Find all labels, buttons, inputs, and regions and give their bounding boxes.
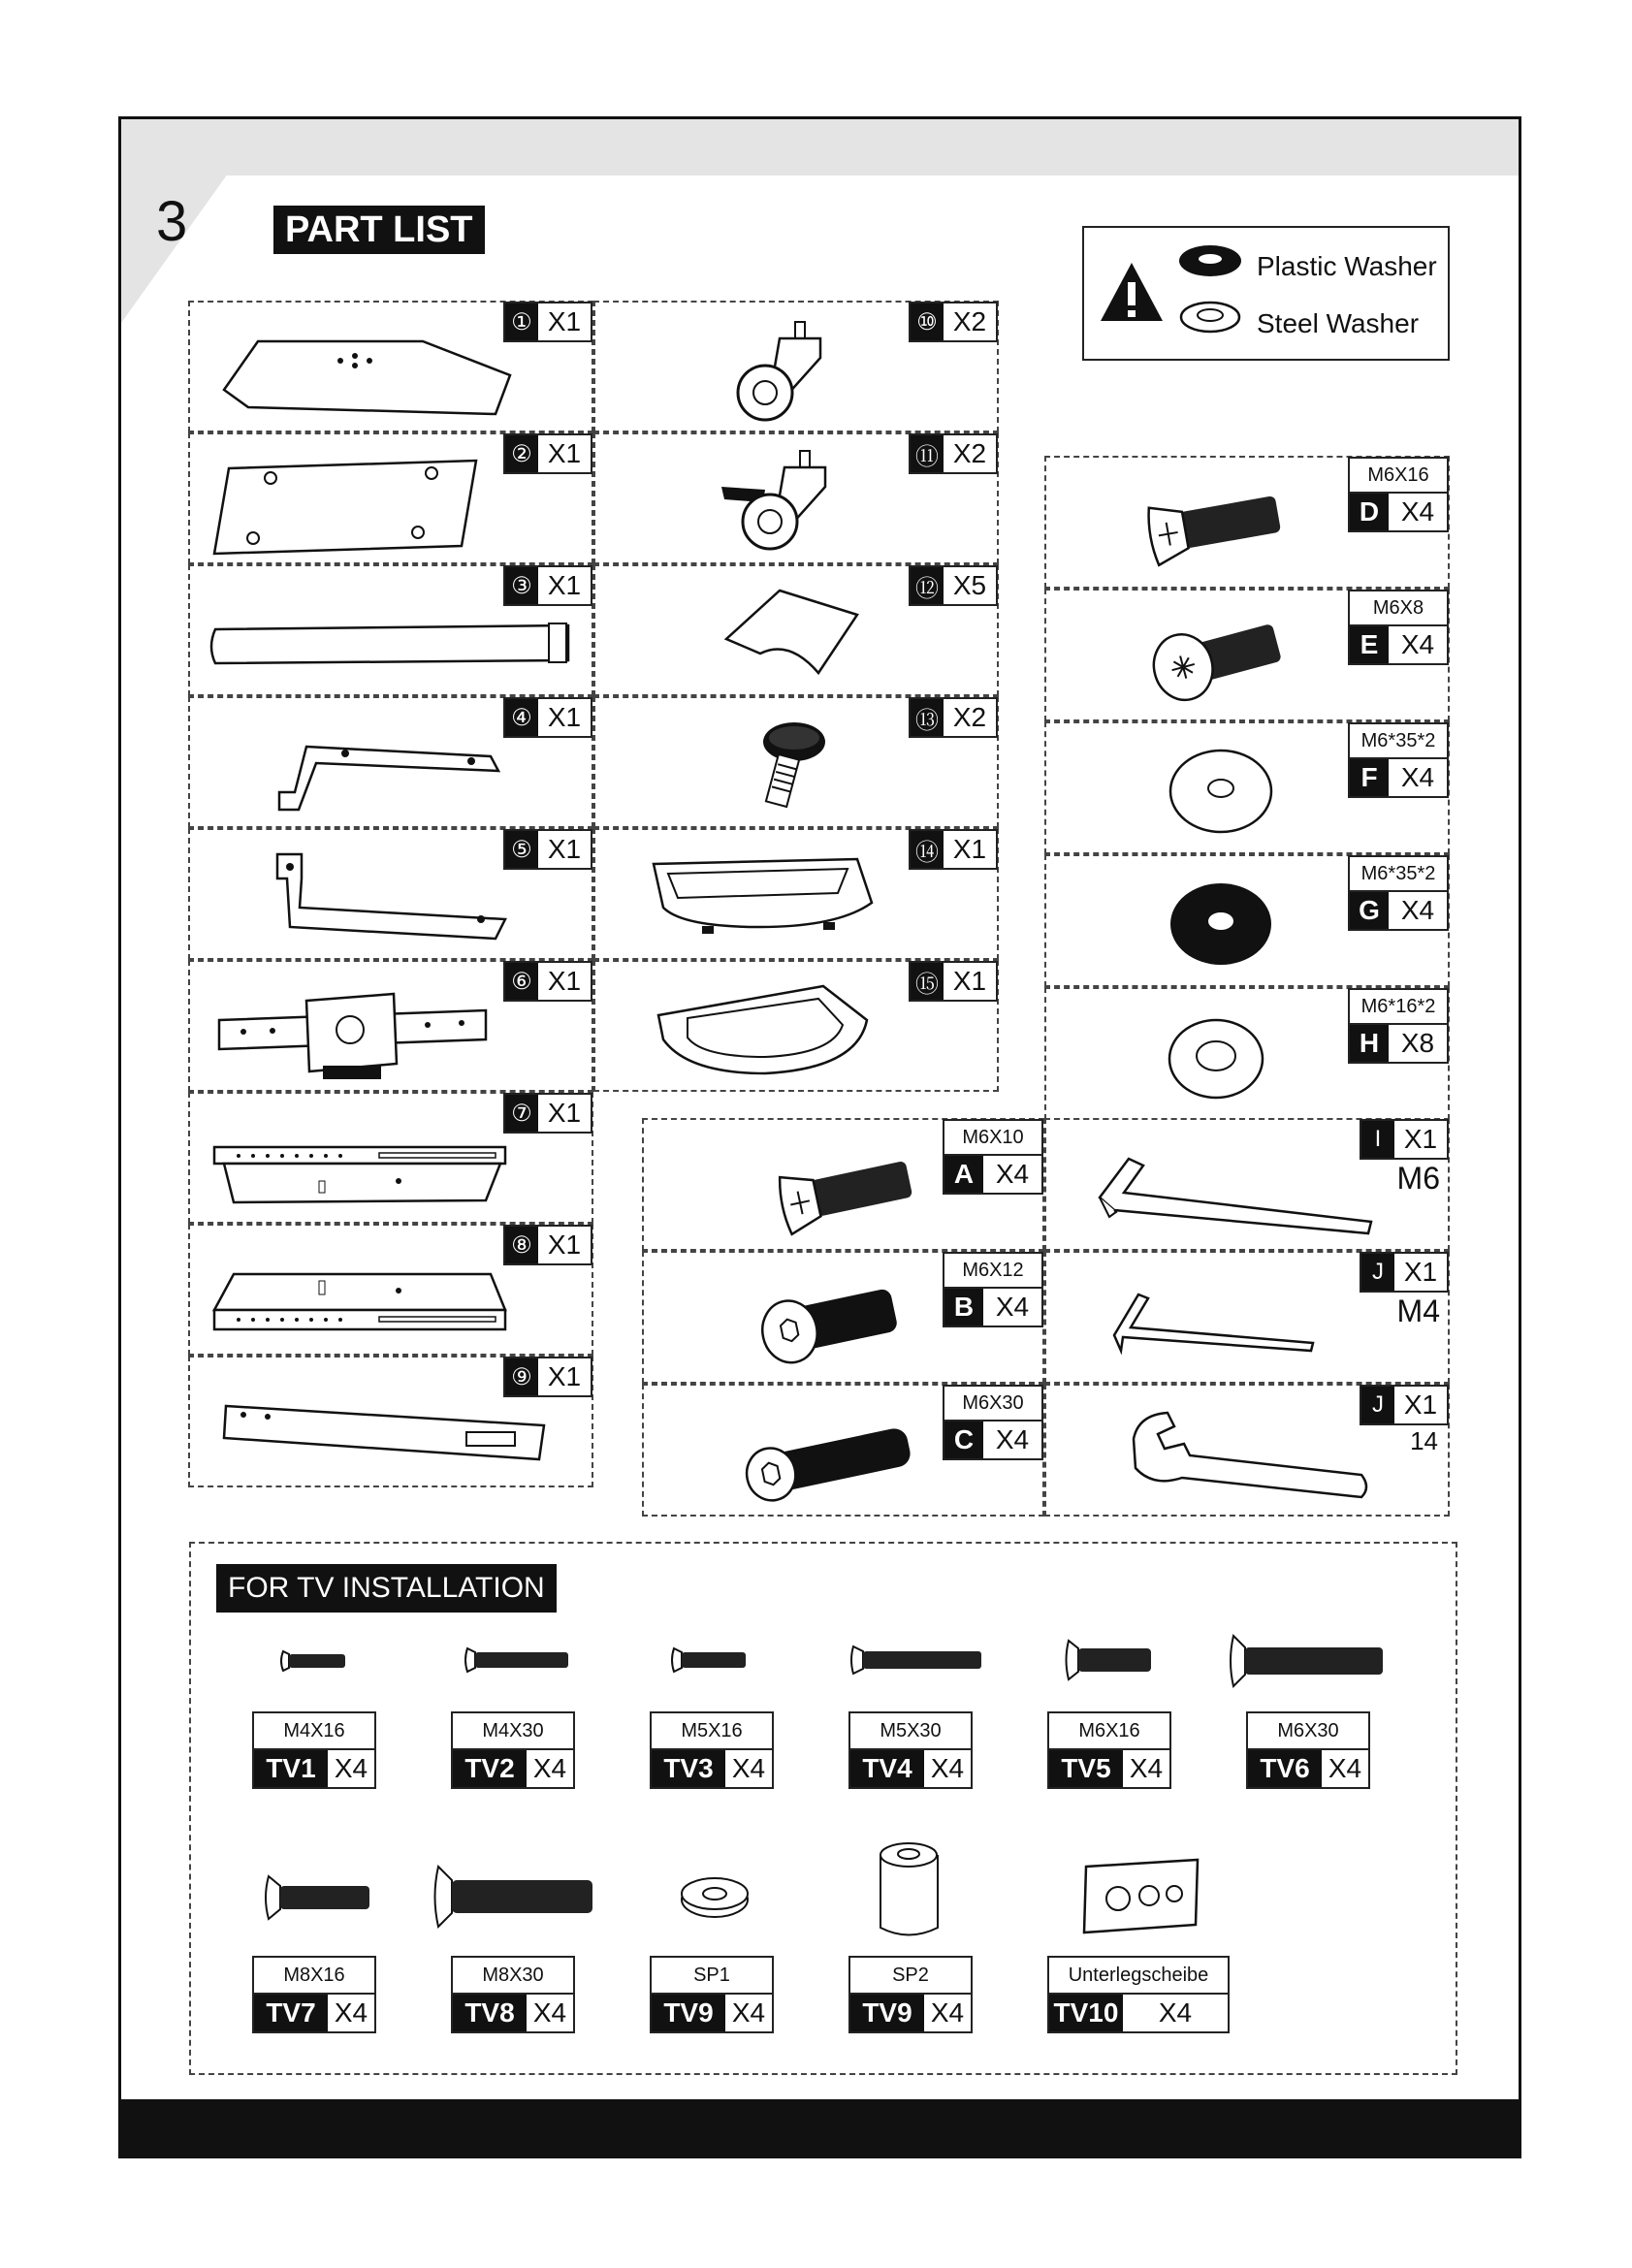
tv-screw-m8x30-icon — [436, 1863, 596, 1931]
hardware-label: M6X10 A X4 — [943, 1119, 1043, 1195]
part-qty-label: ⑩ X2 — [909, 302, 998, 342]
instruction-page — [118, 116, 1521, 2158]
tv-hardware-item-sp1: SP1 TV9 X4 — [650, 1956, 774, 2033]
header-band — [121, 119, 1519, 176]
tv-hardware-item-tv8: M8X30 TV8 X4 — [451, 1956, 575, 2033]
part-cell-9 — [188, 1356, 593, 1487]
tool-size-note: 14 — [1410, 1426, 1438, 1455]
page-corner — [121, 119, 267, 323]
part-qty-label: ⑬ X2 — [909, 697, 998, 738]
footer-band — [121, 2099, 1519, 2156]
tv-hardware-item-sp2: SP2 TV9 X4 — [848, 1956, 973, 2033]
mounting-plate-icon — [214, 449, 486, 560]
tool-cell-hex-key-m6 — [1044, 1118, 1450, 1251]
page-title: PART LIST — [273, 206, 485, 254]
small-washer-icon — [1163, 1010, 1269, 1102]
part-cell-4 — [188, 696, 593, 828]
base-plate-icon — [219, 332, 520, 424]
part-cell-1 — [188, 301, 593, 432]
tv-mount-bracket-icon — [214, 986, 496, 1088]
hardware-cell-g — [1044, 854, 1450, 987]
part-qty-label: ⑫ X5 — [909, 565, 998, 606]
shelf-frame-icon — [649, 981, 881, 1083]
button-head-screw-icon — [1143, 605, 1289, 712]
bracket-right-icon — [272, 849, 525, 946]
part-cell-10 — [593, 301, 999, 432]
locking-caster-icon — [717, 446, 843, 560]
part-qty-label: ④ X1 — [503, 697, 592, 738]
washer-plate-icon — [1081, 1855, 1202, 1937]
hardware-label: M6X16 D X4 — [1348, 457, 1449, 532]
page-number: 3 — [156, 190, 188, 253]
hardware-cell-e — [1044, 589, 1450, 721]
tv-screw-m8x16-icon — [267, 1872, 373, 1923]
flat-head-screw-icon — [1148, 477, 1284, 574]
tv-hardware-item-tv1: M4X16 TV1 X4 — [252, 1711, 376, 1789]
column-tube-icon — [209, 620, 578, 673]
steel-washer-label: Steel Washer — [1257, 308, 1420, 338]
part-cell-5 — [188, 828, 593, 960]
part-cell-14 — [593, 828, 999, 960]
part-qty-label: ③ X1 — [503, 565, 592, 606]
cable-clip-icon — [721, 586, 867, 683]
part-cell-6 — [188, 960, 593, 1092]
steel-washer-icon — [1176, 298, 1244, 336]
steel-washer-icon — [1163, 745, 1279, 837]
tv-hardware-item-tv3: M5X16 TV3 X4 — [650, 1711, 774, 1789]
tool-size-note: M6 — [1396, 1161, 1440, 1196]
long-socket-screw-icon — [736, 1410, 911, 1507]
flat-head-screw-icon — [780, 1144, 915, 1241]
open-end-wrench-icon — [1124, 1405, 1376, 1502]
hardware-cell-h — [1044, 987, 1450, 1120]
tv-installation-title: FOR TV INSTALLATION — [216, 1564, 557, 1613]
tv-hardware-item-tv4: M5X30 TV4 X4 — [848, 1711, 973, 1789]
cross-bar-icon — [224, 1401, 554, 1469]
tool-cell-hex-key-m4 — [1044, 1251, 1450, 1384]
tv-screw-m5x30-icon — [851, 1642, 985, 1678]
caster-wheel-icon — [731, 317, 838, 429]
tv-screw-m4x30-icon — [465, 1644, 572, 1677]
hex-key-icon — [1095, 1154, 1376, 1236]
hardware-label: M6X8 E X4 — [1348, 590, 1449, 665]
spacer-sp2-icon — [878, 1840, 941, 1942]
tv-hardware-item-tv10: Unterlegscheibe TV10 X4 — [1047, 1956, 1230, 2033]
hardware-cell-d — [1044, 456, 1450, 589]
part-qty-label: ⑤ X1 — [503, 829, 592, 870]
tv-screw-m5x16-icon — [672, 1644, 750, 1677]
part-cell-13 — [593, 696, 999, 828]
hardware-cell-f — [1044, 721, 1450, 854]
plastic-washer-icon — [1163, 878, 1279, 970]
tv-hardware-item-tv7: M8X16 TV7 X4 — [252, 1956, 376, 2033]
part-qty-label: ⑨ X1 — [503, 1357, 592, 1397]
tool-size-note: M4 — [1396, 1294, 1440, 1328]
part-cell-12 — [593, 564, 999, 696]
part-qty-label: ⑪ X2 — [909, 433, 998, 474]
tv-hardware-item-tv5: M6X16 TV5 X4 — [1047, 1711, 1171, 1789]
part-qty-label: ⑦ X1 — [503, 1093, 592, 1134]
tv-hardware-item-tv6: M6X30 TV6 X4 — [1246, 1711, 1370, 1789]
part-qty-label: ⑮ X1 — [909, 961, 998, 1002]
hardware-label: M6*35*2 F X4 — [1348, 722, 1449, 798]
part-qty-label: ① X1 — [503, 302, 592, 342]
hardware-cell-c — [642, 1384, 1044, 1517]
tv-screw-m4x16-icon — [281, 1646, 349, 1676]
spacer-sp1-icon — [679, 1874, 752, 1921]
hardware-cell-b — [642, 1251, 1044, 1384]
tv-screw-m6x16-icon — [1067, 1637, 1154, 1683]
plastic-washer-label: Plastic Washer — [1257, 251, 1437, 281]
hex-key-icon — [1109, 1287, 1323, 1364]
rail-upper-icon — [214, 1142, 515, 1215]
part-qty-label: ⑧ X1 — [503, 1225, 592, 1265]
part-cell-2 — [188, 432, 593, 564]
tv-screw-m6x30-icon — [1232, 1632, 1387, 1690]
part-cell-11 — [593, 432, 999, 564]
tool-cell-wrench-14 — [1044, 1384, 1450, 1517]
hardware-cell-a — [642, 1118, 1044, 1251]
part-qty-label: ⑭ X1 — [909, 829, 998, 870]
hardware-label: M6*16*2 H X8 — [1348, 988, 1449, 1064]
warning-icon — [1098, 259, 1166, 327]
part-cell-3 — [188, 564, 593, 696]
tv-hardware-item-tv2: M4X30 TV2 X4 — [451, 1711, 575, 1789]
part-qty-label: ② X1 — [503, 433, 592, 474]
bracket-left-icon — [277, 742, 520, 819]
thumb-screw-icon — [741, 713, 838, 824]
tool-qty-label: J X1 — [1360, 1252, 1449, 1293]
socket-head-screw-icon — [755, 1272, 901, 1369]
plastic-washer-icon — [1176, 241, 1244, 280]
part-cell-8 — [188, 1224, 593, 1356]
hardware-label: M6X12 B X4 — [943, 1252, 1043, 1327]
tool-qty-label: J X1 — [1360, 1385, 1449, 1425]
hardware-label: M6*35*2 G X4 — [1348, 855, 1449, 931]
shelf-tray-icon — [644, 854, 877, 951]
tool-qty-label: I X1 — [1360, 1119, 1449, 1160]
tv-installation-section — [189, 1542, 1457, 2075]
rail-lower-icon — [214, 1269, 515, 1347]
part-cell-7 — [188, 1092, 593, 1224]
part-cell-15 — [593, 960, 999, 1092]
part-qty-label: ⑥ X1 — [503, 961, 592, 1002]
hardware-label: M6X30 C X4 — [943, 1385, 1043, 1460]
washer-warning-box — [1082, 226, 1450, 361]
